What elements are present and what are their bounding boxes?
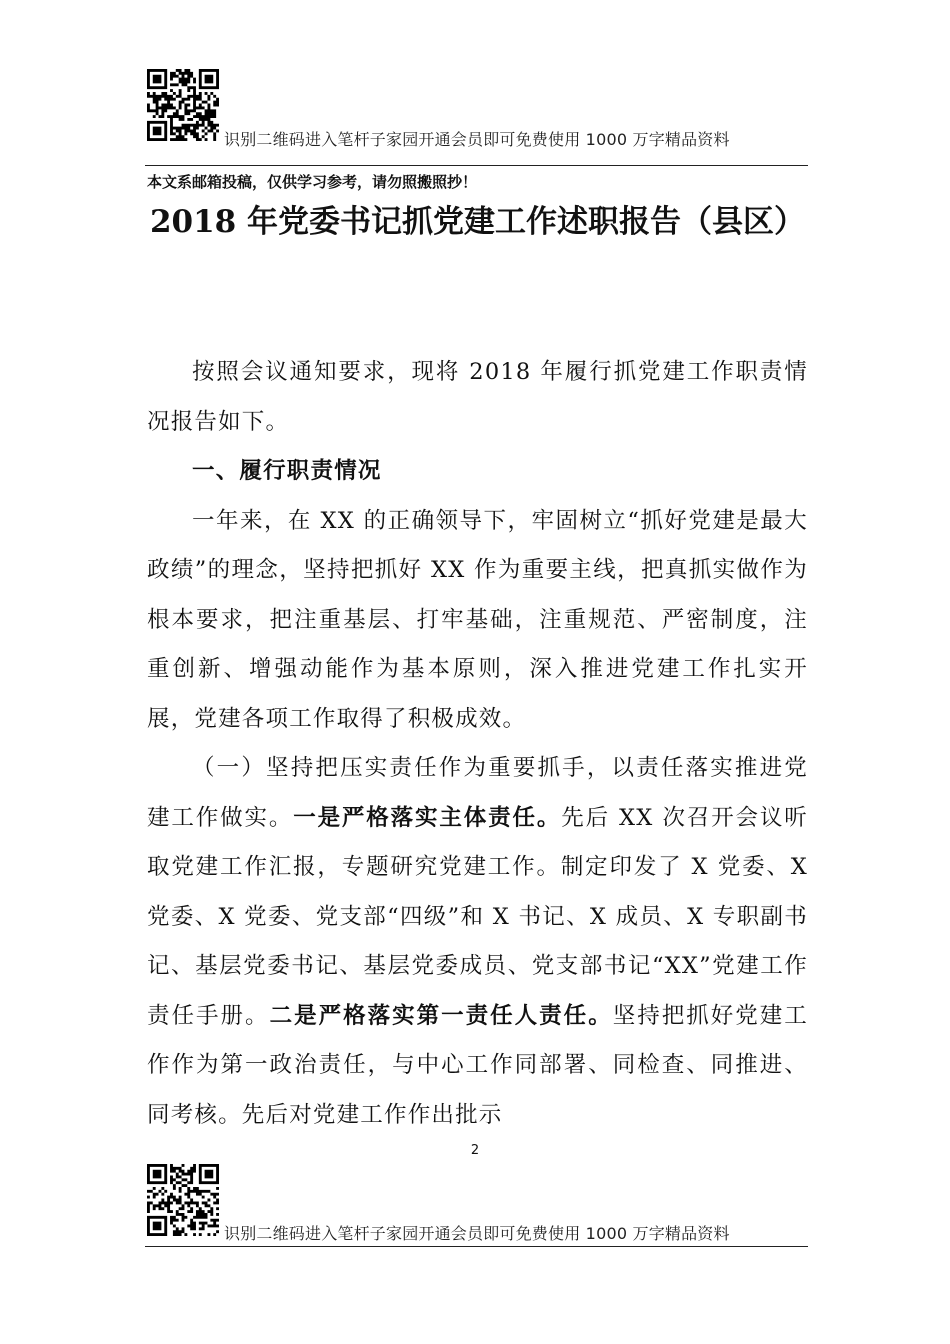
qr-code-icon	[147, 69, 219, 141]
submission-notice: 本文系邮箱投稿，仅供学习参考，请勿照搬照抄！	[147, 173, 478, 191]
bold-point-2: 二是严格落实第一责任人责任。	[269, 1002, 613, 1029]
qr-code-icon	[147, 1164, 219, 1236]
subsection-lead: （一）坚持把压实责任作为重要抓手，以责任落实推进党建工作做实。	[147, 755, 808, 831]
body-text-span: 坚持把抓好党建工作作为第一政治责任，与中心工作同部署、同检查、同推进、同考核。先后对党建工作作出批示	[147, 1002, 808, 1128]
promo-banner-text: 识别二维码进入笔杆子家园开通会员即可免费使用 1000 万字精品资料	[224, 1224, 730, 1243]
body-paragraph: 一年来，在 XX 的正确领导下，牢固树立“抓好党建是最大政绩”的理念，坚持把抓好 XX 作为重要主线，把真抓实做作为根本要求，把注重基层、打牢基础，注重规范、严密制度，注重创新、增强动能作为基本原则，深入推进党建工作扎实开展，党建各项工作取得了积极成效。	[147, 507, 808, 732]
promo-banner-text: 识别二维码进入笔杆子家园开通会员即可免费使用 1000 万字精品资料	[224, 130, 730, 149]
document-title: 2018 年党委书记抓党建工作述职报告（县区）	[149, 204, 806, 240]
header-divider	[145, 165, 808, 166]
document-body	[147, 348, 808, 1140]
section-heading: 一、履行职责情况	[192, 458, 382, 484]
body-text-span: 先后 XX 次召开会议听取党建工作汇报，专题研究党建工作。制定印发了 X 党委、X 党委、X 党委、党支部“四级”和 X 书记、X 成员、X 专职副书记、基层党委书记、基层党委成员、党支部书记“XX”党建工作责任手册。	[147, 804, 808, 1029]
bold-point-1: 一是严格落实主体责任。	[293, 804, 562, 831]
intro-paragraph: 按照会议通知要求，现将 2018 年履行抓党建工作职责情况报告如下。	[147, 359, 808, 435]
body-paragraph	[147, 744, 808, 1140]
page-number: 2	[470, 1143, 480, 1158]
footer-divider	[145, 1246, 808, 1247]
